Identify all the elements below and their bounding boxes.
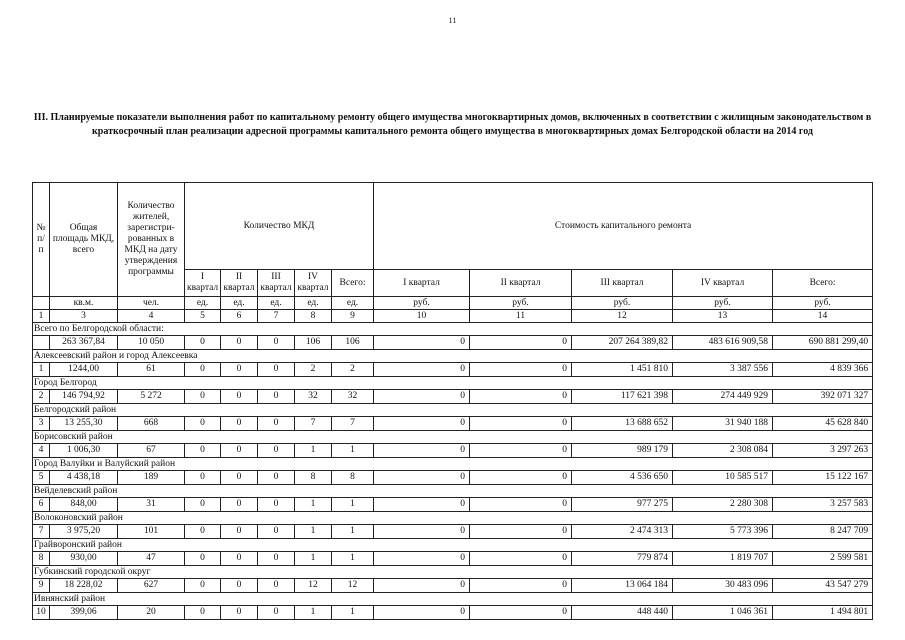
table-cell: 0 [221,471,258,485]
header-mkd-q2: II квартал [221,270,258,297]
table-cell: 1 046 361 [673,606,773,620]
column-numbers-row [33,310,873,323]
table-cell: 2 280 308 [673,498,773,512]
table-cell: 0 [185,336,221,350]
table-cell: 2 599 581 [773,552,873,566]
table-cell: 0 [470,606,572,620]
table-cell: 61 [118,363,185,377]
section-row [33,377,873,390]
table-cell: 1244,00 [50,363,118,377]
section-name: Белгородский район [33,404,873,417]
table-cell: 399,06 [50,606,118,620]
table-cell: 2 [33,390,50,404]
section-name: Город Белгород [33,377,873,390]
table-row [33,390,873,404]
table-cell: 0 [374,363,470,377]
section-row [33,458,873,471]
table-cell: 1 819 707 [673,552,773,566]
table-cell: 0 [470,390,572,404]
section-row [33,566,873,579]
section-name: Борисовский район [33,431,873,444]
units-cell: ед. [258,297,295,310]
table-cell: 0 [221,498,258,512]
table-cell: 6 [33,498,50,512]
table-cell: 8 247 709 [773,525,873,539]
page-number: 11 [448,16,457,25]
table-row [33,363,873,377]
table-cell: 0 [185,363,221,377]
table-cell: 10 585 517 [673,471,773,485]
table-cell: 0 [221,552,258,566]
table-cell: 0 [221,525,258,539]
table-cell: 0 [221,444,258,458]
page-title: III. Планируемые показатели выполнения работ по капитальному ремонту общего имущества многоквартирных домов, включенных в соответствии с жилищным законодательством в краткосрочный план реализации адресной программы капитального ремонта общего имущества в многоквартирных домах Белгородской области на 2014 год [33,112,872,137]
table-cell: 13 064 184 [572,579,673,593]
table-cell: 848,00 [50,498,118,512]
header-area: Общая площадь МКД, всего [50,183,118,297]
program-table [32,182,873,620]
section-row [33,431,873,444]
column-number: 13 [673,310,773,323]
table-cell: 31 940 188 [673,417,773,431]
table-cell: 1 [33,363,50,377]
table-cell: 1 [332,606,374,620]
table-cell: 13 255,30 [50,417,118,431]
table-cell: 263 367,84 [50,336,118,350]
table-cell: 668 [118,417,185,431]
table-cell: 32 [332,390,374,404]
table-cell: 5 773 396 [673,525,773,539]
table-cell: 0 [258,417,295,431]
table-cell: 3 [33,417,50,431]
table-cell: 12 [295,579,332,593]
table-cell: 67 [118,444,185,458]
table-cell: 0 [221,417,258,431]
table-cell: 0 [470,498,572,512]
table-cell: 0 [185,444,221,458]
table-cell: 4 839 366 [773,363,873,377]
units-cell: ед. [295,297,332,310]
header-mkd-total: Всего: [332,270,374,297]
table-cell: 0 [185,552,221,566]
table-cell: 0 [470,363,572,377]
table-cell: 0 [374,525,470,539]
table-cell: 1 [332,444,374,458]
table-cell: 0 [470,579,572,593]
section-row [33,539,873,552]
table-cell: 0 [374,444,470,458]
section-name: Грайворонский район [33,539,873,552]
column-number: 5 [185,310,221,323]
table-cell: 0 [374,498,470,512]
table-cell: 0 [258,606,295,620]
column-number: 4 [118,310,185,323]
table-cell: 5 272 [118,390,185,404]
table-cell: 3 257 583 [773,498,873,512]
table-cell: 31 [118,498,185,512]
table-cell: 0 [258,444,295,458]
table-cell: 207 264 389,82 [572,336,673,350]
table-cell: 0 [185,579,221,593]
table-cell: 0 [221,363,258,377]
table-row [33,498,873,512]
table-cell: 627 [118,579,185,593]
table-row [33,579,873,593]
table-cell: 1 [332,552,374,566]
table-cell: 3 297 263 [773,444,873,458]
table-cell: 0 [470,471,572,485]
table-cell: 3 387 556 [673,363,773,377]
section-name: Город Валуйки и Валуйский район [33,458,873,471]
table-cell: 10 050 [118,336,185,350]
table-cell: 2 474 313 [572,525,673,539]
table-cell: 0 [258,525,295,539]
table-cell: 15 122 167 [773,471,873,485]
section-name: Всего по Белгородской области: [33,323,873,336]
header-num: № п/п [33,183,50,297]
units-cell: ед. [185,297,221,310]
units-cell: руб. [374,297,470,310]
units-cell: руб. [470,297,572,310]
table-cell: 4 536 650 [572,471,673,485]
table-cell: 2 308 084 [673,444,773,458]
table-cell [33,336,50,350]
table-cell: 30 483 096 [673,579,773,593]
units-cell: руб. [673,297,773,310]
table-cell: 1 [295,552,332,566]
table-cell: 0 [258,579,295,593]
header-mkd-q1: I квартал [185,270,221,297]
table-cell: 1 451 810 [572,363,673,377]
table-cell: 0 [221,336,258,350]
column-number: 10 [374,310,470,323]
table-cell: 13 688 652 [572,417,673,431]
table-cell: 7 [332,417,374,431]
table-cell: 1 [332,525,374,539]
column-number: 1 [33,310,50,323]
header-mkd-q4: IV квартал [295,270,332,297]
table-cell: 18 228,02 [50,579,118,593]
table-cell: 0 [374,417,470,431]
table-cell: 0 [185,498,221,512]
section-row [33,485,873,498]
table-cell: 930,00 [50,552,118,566]
table-cell: 10 [33,606,50,620]
header-mkd-count: Количество МКД [185,183,374,270]
table-row [33,552,873,566]
table-cell: 8 [332,471,374,485]
table-cell: 0 [258,390,295,404]
column-number: 11 [470,310,572,323]
section-row [33,512,873,525]
units-cell: ед. [332,297,374,310]
table-cell: 0 [374,390,470,404]
table-cell: 0 [221,606,258,620]
table-cell: 0 [374,579,470,593]
table-cell: 9 [33,579,50,593]
units-row [33,297,873,310]
table-cell: 0 [470,444,572,458]
column-number: 8 [295,310,332,323]
section-name: Губкинский городской округ [33,566,873,579]
section-name: Алексеевский район и город Алексеевка [33,350,873,363]
table-cell: 101 [118,525,185,539]
table-cell: 1 [295,444,332,458]
table-cell: 0 [374,552,470,566]
table-cell: 7 [33,525,50,539]
table-cell: 0 [470,552,572,566]
table-cell: 0 [185,606,221,620]
table-cell: 0 [185,390,221,404]
table-cell: 43 547 279 [773,579,873,593]
table-cell: 0 [185,471,221,485]
table-cell: 32 [295,390,332,404]
table-cell: 0 [470,336,572,350]
table-cell: 0 [258,498,295,512]
section-row [33,350,873,363]
table-row [33,471,873,485]
table-cell: 1 494 801 [773,606,873,620]
table-cell: 0 [221,390,258,404]
section-name: Вейделевский район [33,485,873,498]
units-cell: ед. [221,297,258,310]
table-cell: 0 [258,336,295,350]
table-cell: 2 [295,363,332,377]
header-mkd-q3: III квартал [258,270,295,297]
units-cell: кв.м. [50,297,118,310]
table-cell: 47 [118,552,185,566]
table-cell: 4 [33,444,50,458]
table-row [33,417,873,431]
table-cell: 1 [295,525,332,539]
table-cell: 8 [295,471,332,485]
table-cell: 1 [295,606,332,620]
table-cell: 7 [295,417,332,431]
header-cost-q3: III квартал [572,270,673,297]
section-name: Волоконовский район [33,512,873,525]
table-cell: 0 [185,417,221,431]
table-cell: 0 [258,552,295,566]
table-cell: 0 [374,336,470,350]
header-cost: Стоимость капитального ремонта [374,183,873,270]
header-cost-q2: II квартал [470,270,572,297]
table-cell: 0 [470,417,572,431]
units-cell: руб. [773,297,873,310]
table-cell: 4 438,18 [50,471,118,485]
table-cell: 3 975,20 [50,525,118,539]
table-cell: 779 874 [572,552,673,566]
table-cell: 1 006,30 [50,444,118,458]
table-cell: 146 794,92 [50,390,118,404]
header-cost-q4: IV квартал [673,270,773,297]
section-row [33,593,873,606]
table-cell: 0 [258,471,295,485]
units-cell: чел. [118,297,185,310]
table-cell: 45 628 840 [773,417,873,431]
table-row [33,525,873,539]
units-cell: руб. [572,297,673,310]
table-cell: 0 [374,471,470,485]
table-cell: 690 881 299,40 [773,336,873,350]
header-cost-q1: I квартал [374,270,470,297]
table-cell: 8 [33,552,50,566]
table-cell: 0 [258,363,295,377]
header-residents: Количество жителей, зарегистри-рованных в МКД на дату утверждения программы [118,183,185,297]
header-cost-total: Всего: [773,270,873,297]
table-cell: 2 [332,363,374,377]
table-cell: 0 [185,525,221,539]
table-cell: 0 [221,579,258,593]
table-cell: 189 [118,471,185,485]
table-cell: 392 071 327 [773,390,873,404]
table-cell: 274 449 929 [673,390,773,404]
table-cell: 5 [33,471,50,485]
table-cell: 117 621 398 [572,390,673,404]
table-row [33,336,873,350]
section-row [33,404,873,417]
column-number: 3 [50,310,118,323]
column-number: 12 [572,310,673,323]
table-cell: 20 [118,606,185,620]
table-cell: 448 440 [572,606,673,620]
table-cell: 483 616 909,58 [673,336,773,350]
column-number: 6 [221,310,258,323]
table-cell: 106 [332,336,374,350]
table-cell: 0 [470,525,572,539]
table-cell: 1 [295,498,332,512]
table-cell: 106 [295,336,332,350]
units-cell [33,297,50,310]
table-row [33,444,873,458]
table-cell: 0 [374,606,470,620]
column-number: 7 [258,310,295,323]
table-row [33,606,873,620]
section-name: Ивнянский район [33,593,873,606]
table-cell: 989 179 [572,444,673,458]
table-cell: 977 275 [572,498,673,512]
column-number: 14 [773,310,873,323]
table-cell: 12 [332,579,374,593]
section-row [33,323,873,336]
column-number: 9 [332,310,374,323]
table-cell: 1 [332,498,374,512]
